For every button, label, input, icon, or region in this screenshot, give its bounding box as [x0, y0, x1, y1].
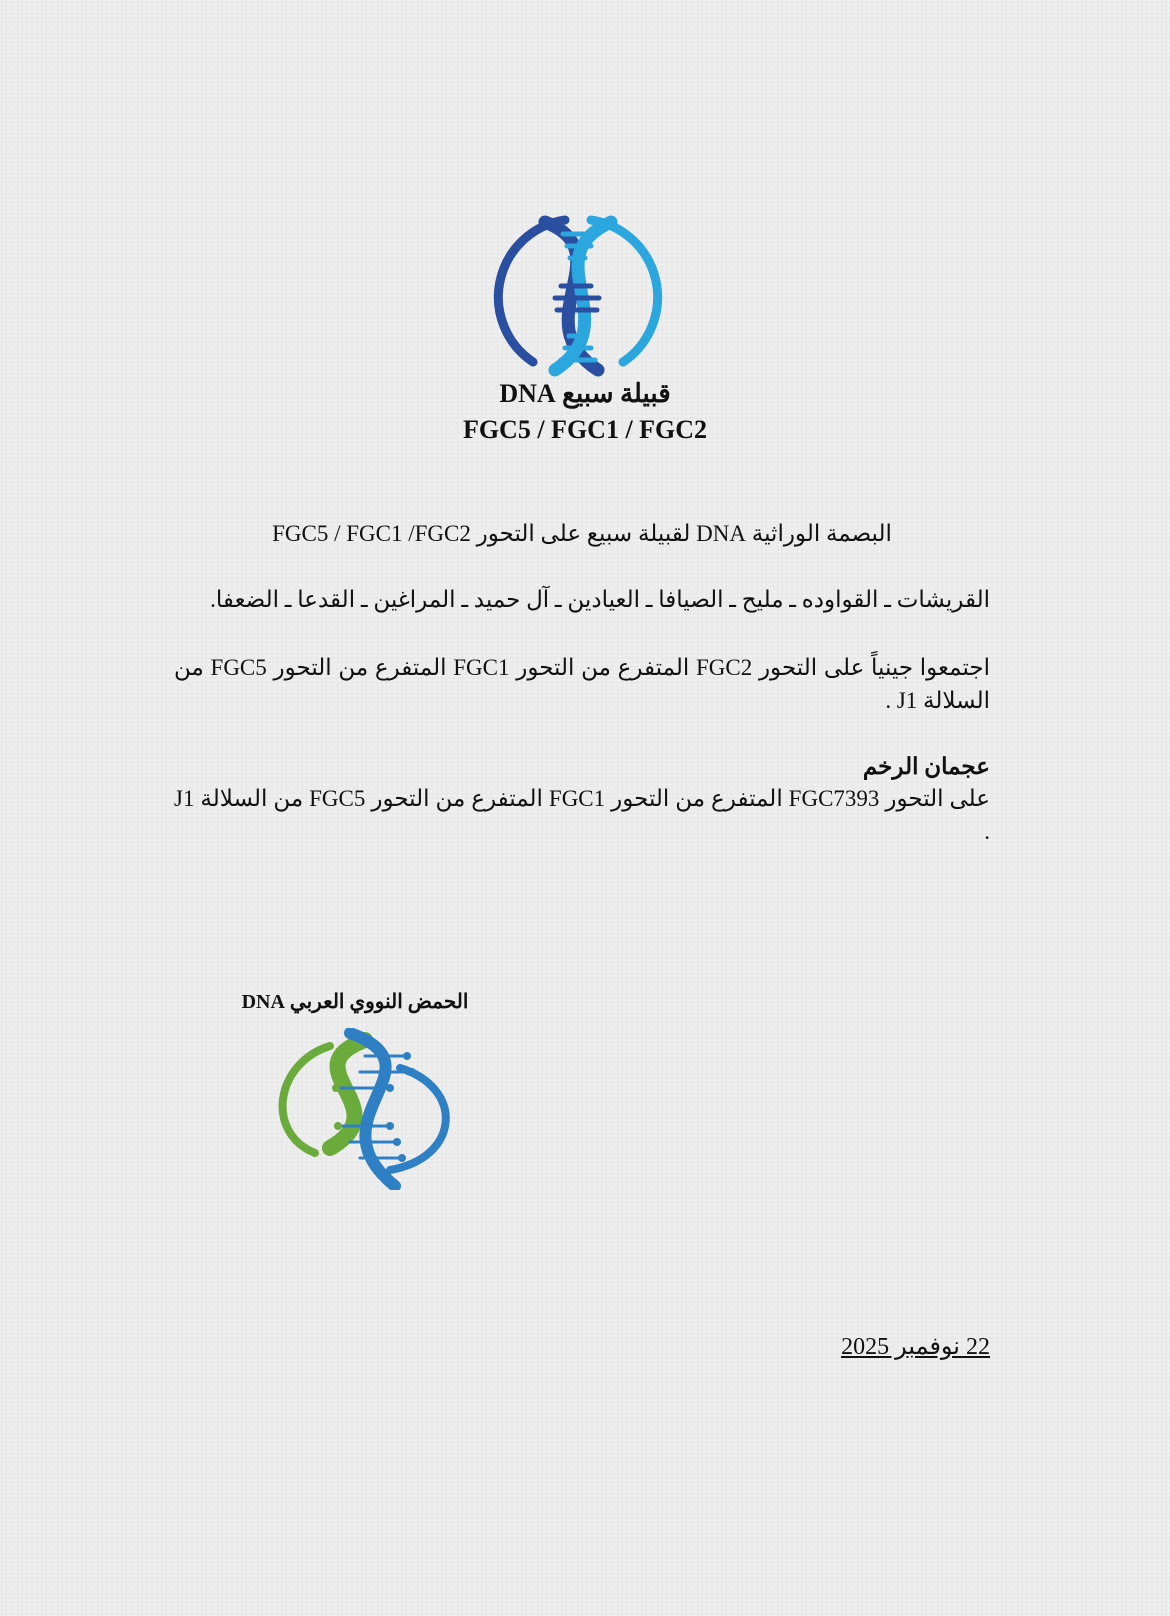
ajman-heading: عجمان الرخم: [862, 754, 990, 779]
clans-paragraph: القريشات ـ القواوده ـ مليح ـ الصيافا ـ العيادين ـ آل حميد ـ المراغين ـ القدعا ـ الضعفا.: [210, 587, 990, 612]
dna-helix-green-blue-icon: [270, 1028, 460, 1190]
page-title: قبيلة سبيع DNA: [499, 379, 671, 408]
organization-name: الحمض النووي العربي DNA: [241, 991, 469, 1013]
fingerprint-paragraph: البصمة الوراثية DNA لقبيلة سبيع على التحور FGC5 / FGC1 /FGC2: [272, 521, 892, 546]
gathered-paragraph: اجتمعوا جينياً على التحور FGC2 المتفرع من التحور FGC1 المتفرع من التحور FGC5 من السلالة J1 .: [174, 655, 990, 713]
haplogroup-subtitle: FGC5 / FGC1 / FGC2: [462, 415, 708, 444]
ajman-paragraph: على التحور FGC7393 المتفرع من التحور FGC1 المتفرع من التحور FGC5 من السلالة J1 .: [174, 786, 991, 844]
document-date: 22 نوفمبر 2025: [841, 1334, 990, 1360]
dna-helix-circle-icon: [493, 212, 663, 380]
